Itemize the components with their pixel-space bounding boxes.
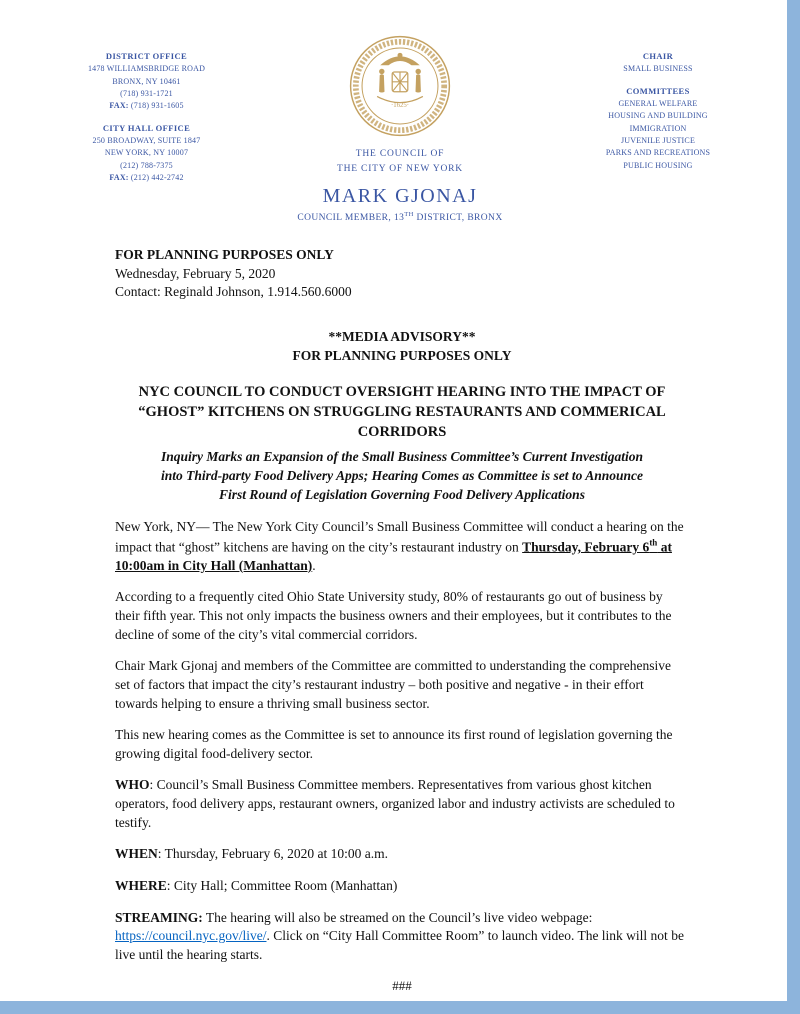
committees-items <box>558 98 758 172</box>
contact-line: Contact: Reginald Johnson, 1.914.560.6000 <box>115 284 352 300</box>
text-segment: STREAMING: <box>115 909 203 925</box>
text-segment: WHO <box>115 777 150 793</box>
chair-item: SMALL BUSINESS <box>623 64 693 74</box>
paragraph-chair <box>115 657 689 713</box>
planning-label: FOR PLANNING PURPOSES ONLY <box>115 247 334 262</box>
district-office-fax <box>44 100 249 112</box>
district-office-line: BRONX, NY 10461 <box>112 76 181 86</box>
text-segment: at 10:00am in City Hall (Manhattan) <box>115 539 672 573</box>
text-segment: . Click on “City Hall Committee Room” to launch video. The link will not be live until the hearing starts. <box>115 928 684 962</box>
city-hall-office-fax <box>44 172 249 184</box>
headline: NYC COUNCIL TO CONDUCT OVERSIGHT HEARING INTO THE IMPACT OF “GHOST” KITCHENS ON STRUGGLING RESTAURANTS AND COMMERICAL CORRIDORS <box>138 383 666 441</box>
chair-items <box>558 63 758 75</box>
committees-title: COMMITTEES <box>626 85 690 96</box>
fax-label: FAX: <box>109 101 129 111</box>
district-office-title: DISTRICT OFFICE <box>105 51 188 61</box>
city-hall-office-title: CITY HALL OFFICE <box>102 122 191 133</box>
city-hall-office-lines <box>44 135 249 172</box>
text-segment: This new hearing comes as the Committee is set to announce its first round of legislation governing the growing digital food-delivery sector. <box>115 727 673 761</box>
streaming-line <box>115 909 689 965</box>
text-segment: Chair Mark Gjonaj and members of the Committee are committed to understanding the comprehensive set of factors that impact the city’s restaurant industry – both positive and negative - in their effort towards helping to ensure a thriving small business sector. <box>115 658 671 711</box>
fax-label: FAX: <box>109 173 129 183</box>
release-date: Wednesday, February 5, 2020 <box>115 265 276 281</box>
advisory-planning-label: FOR PLANNING PURPOSES ONLY <box>292 347 512 363</box>
text-segment: According to a frequently cited Ohio State University study, 80% of restaurants go out of business by their fifth year. This not only impacts the business owners and their employees, but it contributes to the decline of some of the city’s vital commercial corridors. <box>115 589 672 642</box>
text-segment: Thursday, February 6 <box>522 539 650 555</box>
committee-item: PARKS AND RECREATIONS <box>605 148 711 158</box>
fax-value: (718) 931-1605 <box>130 101 184 111</box>
paragraph-lede <box>115 518 689 575</box>
committee-item: IMMIGRATION <box>629 123 687 133</box>
city-hall-office-line: (212) 788-7375 <box>120 160 173 170</box>
text-segment: . <box>312 557 316 573</box>
media-advisory-block <box>115 328 689 366</box>
committee-item: GENERAL WELFARE <box>618 98 698 108</box>
text-segment: WHEN <box>115 846 158 862</box>
subheadline: Inquiry Marks an Expansion of the Small Business Committee’s Current Investigation into Third-party Food Delivery Apps; Hearing Comes as Committee is set to Announce First Round of Legislation Governing Food Delivery Applications <box>160 448 644 502</box>
committee-item: JUVENILE JUSTICE <box>620 135 696 145</box>
stream-webpage-link[interactable]: https://council.nyc.gov/live/ <box>115 928 267 944</box>
committees-block <box>558 50 758 172</box>
who-line <box>115 776 689 832</box>
committee-item: HOUSING AND BUILDING <box>608 111 708 121</box>
district-office-line: (718) 931-1721 <box>120 88 173 98</box>
where-line <box>115 877 689 896</box>
council-caption <box>250 147 550 177</box>
district-office-line: 1478 WILLIAMSBRIDGE ROAD <box>87 64 206 74</box>
text-segment: : City Hall; Committee Room (Manhattan) <box>166 877 398 893</box>
end-mark: ### <box>392 978 412 994</box>
media-advisory-label: **MEDIA ADVISORY** <box>328 328 476 344</box>
seal-year: ·1625· <box>391 101 409 109</box>
city-hall-office-line: NEW YORK, NY 10007 <box>104 148 189 158</box>
paragraph-legislation <box>115 726 689 763</box>
text-segment: WHERE <box>115 877 167 893</box>
intro-block <box>115 246 689 302</box>
district-office-lines <box>44 63 249 100</box>
paragraph-statistics <box>115 588 689 644</box>
committee-item: PUBLIC HOUSING <box>623 160 693 170</box>
text-segment: The hearing will also be streamed on the Council’s live video webpage: <box>202 909 593 925</box>
council-caption-line2: THE CITY OF NEW YORK <box>337 164 463 175</box>
text-segment: th <box>649 537 658 548</box>
member-title: COUNCIL MEMBER, 13TH DISTRICT, BRONX <box>297 211 503 224</box>
letterhead <box>0 0 787 232</box>
city-hall-office-line: 250 BROADWAY, SUITE 1847 <box>92 135 201 145</box>
when-line <box>115 845 689 864</box>
letterhead-center <box>250 34 550 224</box>
district-office-block <box>44 50 249 184</box>
council-caption-line1: THE COUNCIL OF <box>355 149 445 159</box>
document-body <box>0 246 787 995</box>
text-segment: New York, NY— The New York City Council’s Small Business Committee will conduct a hearing on the impact that “ghost” kitchens are having on the city’s restaurant industry on <box>115 519 684 555</box>
text-segment: : Thursday, February 6, 2020 at 10:00 a.m. <box>157 846 388 862</box>
chair-title: CHAIR <box>642 51 674 61</box>
member-name: MARK GJONAJ <box>322 185 478 208</box>
fax-value: (212) 442-2742 <box>130 173 184 183</box>
text-segment: : Council’s Small Business Committee members. Representatives from various ghost kitchen operators, food delivery apps, restaurant owners, organized labor and industry activists are scheduled to testify. <box>115 777 675 830</box>
nyc-council-seal <box>348 34 452 138</box>
